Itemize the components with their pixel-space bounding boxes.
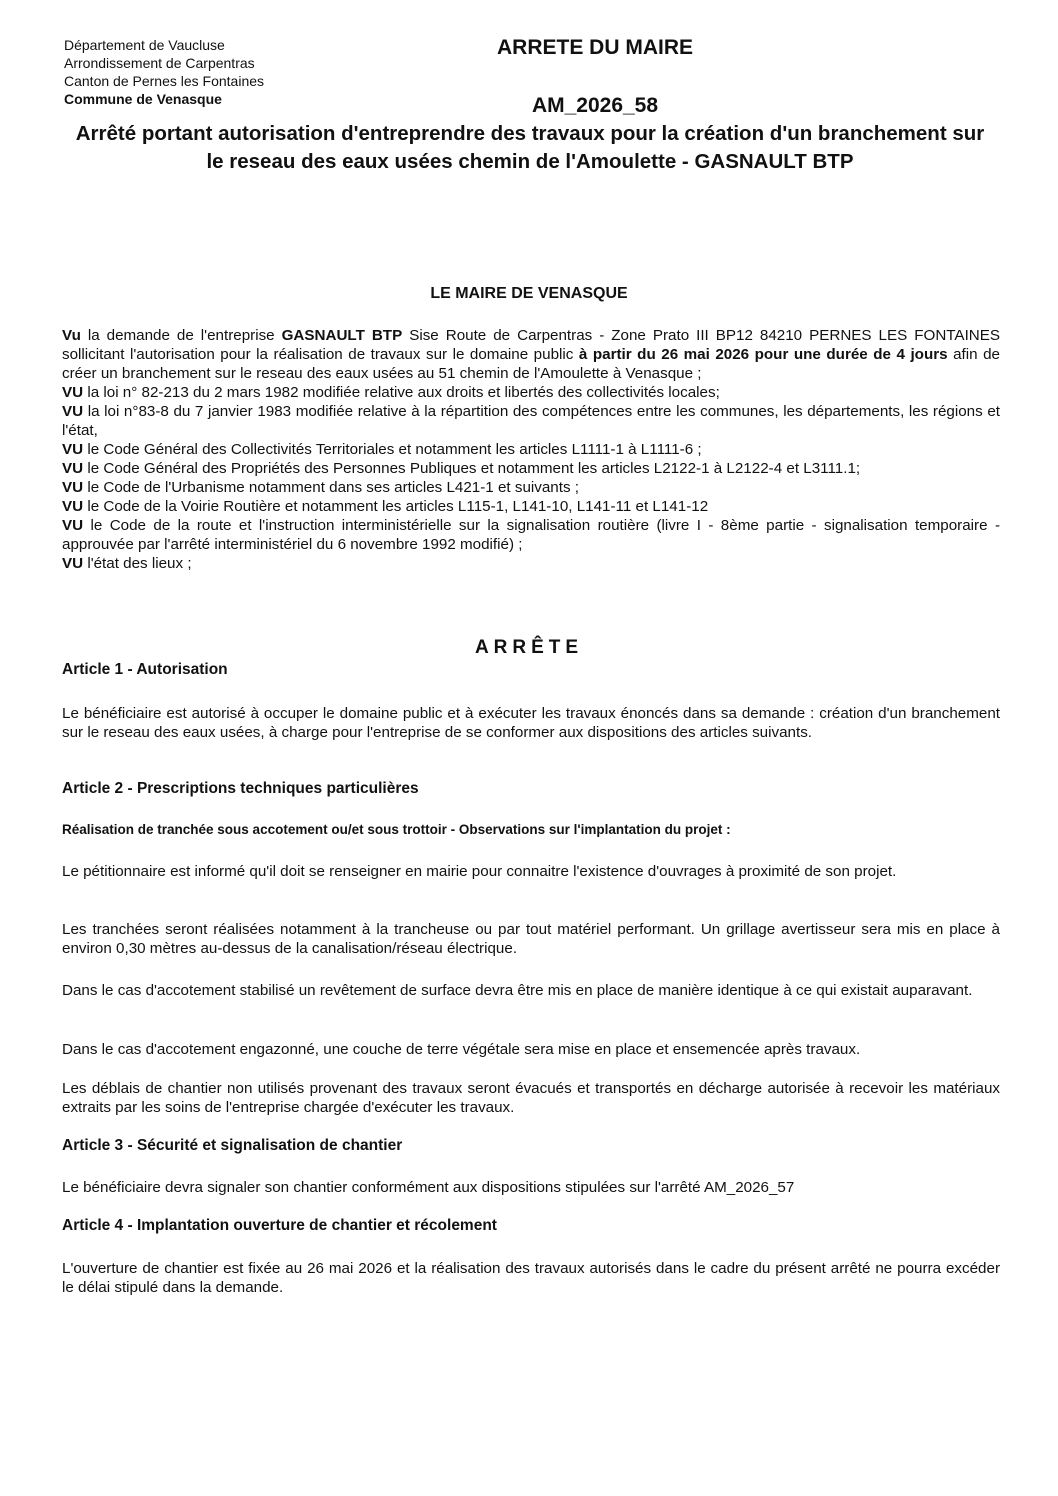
article-2-heading: Article 2 - Prescriptions techniques particulières bbox=[62, 780, 419, 797]
considerant-item bbox=[62, 440, 1000, 459]
article-3-heading: Article 3 - Sécurité et signalisation de chantier bbox=[62, 1137, 403, 1154]
considerant-text: la loi n°83-8 du 7 janvier 1983 modifiée relative à la répartition des compétences entre les communes, les départements, les régions et l'état, bbox=[62, 403, 1000, 439]
article-3-text bbox=[62, 1178, 1000, 1197]
considerant-text: la loi n° 82-213 du 2 mars 1982 modifiée relative aux droits et libertés des collectivités locales; bbox=[83, 384, 720, 401]
vu-label: VU bbox=[62, 517, 84, 534]
considerant-text: la demande de l'entreprise bbox=[80, 327, 282, 344]
considerant-item bbox=[62, 383, 1000, 402]
article-2-paragraph-5 bbox=[62, 1079, 1000, 1117]
article-2-paragraph-3 bbox=[62, 981, 1000, 1000]
article-paragraph: Dans le cas d'accotement engazonné, une couche de terre végétale sera mise en place et ensemencée après travaux. bbox=[62, 1041, 861, 1058]
company-name: GASNAULT BTP bbox=[281, 327, 403, 344]
vu-label: VU bbox=[62, 479, 84, 496]
considerant-item bbox=[62, 554, 1000, 573]
document-title: ARRETE DU MAIRE bbox=[496, 36, 693, 59]
considerant-item bbox=[62, 516, 1000, 554]
article-paragraph: Le bénéficiaire devra signaler son chantier conformément aux dispositions stipulées sur l'arrêté AM_2026_57 bbox=[62, 1179, 795, 1196]
considerant-item bbox=[62, 459, 1000, 478]
considerant-text: afin de créer un branchement sur le reseau des eaux usées au 51 chemin de l'Amoulette à Venasque ; bbox=[62, 346, 1000, 382]
considerant-demande bbox=[62, 326, 1000, 383]
article-2-subheading: Réalisation de tranchée sous accotement ou/et sous trottoir - Observations sur l'implantation du projet : bbox=[62, 822, 731, 837]
article-paragraph: Dans le cas d'accotement stabilisé un revêtement de surface devra être mis en place de manière identique à ce qui existait auparavant. bbox=[62, 982, 973, 999]
considerant-text: le Code de la route et l'instruction interministérielle sur la signalisation routière (livre I - 8ème partie - signalisation temporaire - approuvée par l'arrêté interministériel du 6 novembre 1992 modifié) ; bbox=[62, 517, 1000, 553]
article-2-paragraph-1 bbox=[62, 862, 1000, 881]
considerant-item bbox=[62, 478, 1000, 497]
article-1-text bbox=[62, 704, 1000, 742]
considerants-section bbox=[62, 326, 1000, 573]
article-1-heading: Article 1 - Autorisation bbox=[62, 661, 228, 678]
considerant-item bbox=[62, 402, 1000, 440]
considerant-item bbox=[62, 497, 1000, 516]
considerant-text: l'état des lieux ; bbox=[83, 555, 192, 572]
article-2-paragraph-2 bbox=[62, 920, 1000, 958]
vu-label: VU bbox=[62, 460, 84, 477]
article-paragraph: Les déblais de chantier non utilisés provenant des travaux seront évacués et transportés en décharge autorisée à recevoir les matériaux extraits par les soins de l'entreprise chargée d'exécuter les travaux. bbox=[62, 1080, 1000, 1116]
considerant-text: le Code Général des Propriétés des Personnes Publiques et notamment les articles L2122-1 à L2122-4 et L3111.1; bbox=[83, 460, 861, 477]
article-4-heading: Article 4 - Implantation ouverture de chantier et récolement bbox=[62, 1217, 497, 1234]
considerant-text: le Code de la Voirie Routière et notamment les articles L115-1, L141-10, L141-11 et L141-12 bbox=[83, 498, 709, 515]
vu-label: VU bbox=[62, 441, 84, 458]
administrative-header bbox=[64, 36, 264, 108]
admin-canton: Canton de Pernes les Fontaines bbox=[64, 73, 265, 89]
vu-label: Vu bbox=[62, 327, 81, 344]
considerant-text: le Code de l'Urbanisme notamment dans ses articles L421-1 et suivants ; bbox=[83, 479, 580, 496]
vu-label: VU bbox=[62, 384, 84, 401]
vu-label: VU bbox=[62, 498, 84, 515]
maire-heading: LE MAIRE DE VENASQUE bbox=[430, 285, 628, 302]
document-reference: AM_2026_58 bbox=[531, 94, 659, 117]
article-paragraph: Les tranchées seront réalisées notamment à la trancheuse ou par tout matériel performant. Un grillage avertisseur sera mis en place à environ 0,30 mètres au-dessus de la canalisation/réseau électrique. bbox=[62, 921, 1000, 957]
article-paragraph: Le pétitionnaire est informé qu'il doit se renseigner en mairie pour connaitre l'existence d'ouvrages à proximité de son projet. bbox=[62, 863, 897, 880]
document-subject: Arrêté portant autorisation d'entreprendre des travaux pour la création d'un branchement sur le reseau des eaux usées chemin de l'Amoulette - GASNAULT BTP bbox=[75, 122, 985, 173]
considerant-text: le Code Général des Collectivités Territoriales et notamment les articles L1111-1 à L1111-6 ; bbox=[83, 441, 702, 458]
article-2-paragraph-4 bbox=[62, 1040, 1000, 1059]
article-paragraph: Le bénéficiaire est autorisé à occuper le domaine public et à exécuter les travaux énoncés dans sa demande : création d'un branchement sur le reseau des eaux usées, à charge pour l'entreprise de se conformer aux dispositions des articles suivants. bbox=[62, 705, 1000, 741]
admin-department: Département de Vaucluse bbox=[64, 37, 225, 53]
considerant-text: Sise Route de Carpentras - Zone Prato III BP12 84210 PERNES LES FONTAINES sollicitant l'autorisation pour la réalisation de travaux sur le domaine public bbox=[62, 327, 1001, 363]
admin-commune: Commune de Venasque bbox=[64, 91, 222, 107]
works-period: à partir du 26 mai 2026 pour une durée de 4 jours bbox=[578, 346, 948, 363]
admin-arrondissement: Arrondissement de Carpentras bbox=[64, 55, 255, 71]
vu-label: VU bbox=[62, 555, 84, 572]
article-paragraph: L'ouverture de chantier est fixée au 26 mai 2026 et la réalisation des travaux autorisés dans le cadre du présent arrêté ne pourra excéder le délai stipulé dans la demande. bbox=[62, 1260, 1000, 1296]
vu-label: VU bbox=[62, 403, 84, 420]
arrete-heading: ARRÊTE bbox=[474, 637, 584, 658]
article-4-text bbox=[62, 1259, 1000, 1297]
